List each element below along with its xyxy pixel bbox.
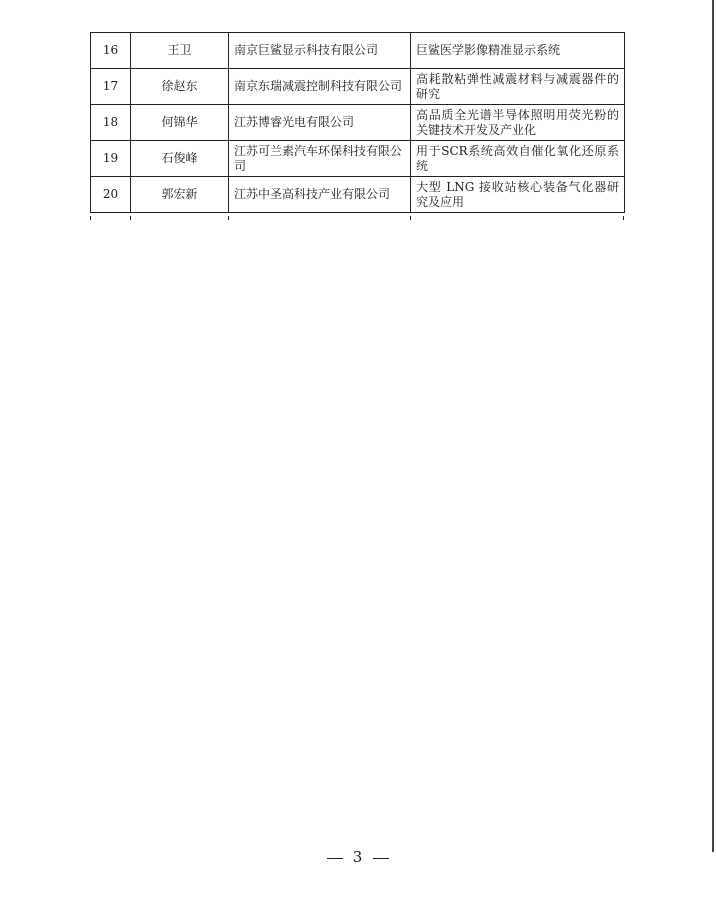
table-row	[91, 177, 625, 213]
table-row	[91, 33, 625, 69]
row-number: 20	[91, 177, 131, 213]
table-row	[91, 105, 625, 141]
person-name: 石俊峰	[131, 141, 229, 177]
table-border-trail	[90, 216, 91, 220]
award-table	[90, 32, 625, 213]
table-row	[91, 141, 625, 177]
person-name: 王卫	[131, 33, 229, 69]
person-name: 郭宏新	[131, 177, 229, 213]
person-name: 徐赵东	[131, 69, 229, 105]
company-name: 南京巨鲨显示科技有限公司	[229, 33, 411, 69]
person-name: 何锦华	[131, 105, 229, 141]
table-border-trail	[130, 216, 131, 220]
table-row	[91, 69, 625, 105]
page-number: 3	[352, 848, 364, 866]
row-number: 16	[91, 33, 131, 69]
project-title: 高耗散粘弹性减震材料与减震器件的研究	[411, 69, 625, 105]
project-title: 大型 LNG 接收站核心装备气化器研究及应用	[411, 177, 625, 213]
page-edge-line	[712, 0, 714, 852]
company-name: 江苏可兰素汽车环保科技有限公司	[229, 141, 411, 177]
page-footer	[0, 848, 716, 866]
table-border-trail	[623, 216, 624, 220]
row-number: 18	[91, 105, 131, 141]
row-number: 19	[91, 141, 131, 177]
company-name: 南京东瑞减震控制科技有限公司	[229, 69, 411, 105]
row-number: 17	[91, 69, 131, 105]
table-border-trail	[228, 216, 229, 220]
footer-dash-right	[373, 858, 389, 859]
company-name: 江苏博睿光电有限公司	[229, 105, 411, 141]
company-name: 江苏中圣高科技产业有限公司	[229, 177, 411, 213]
footer-dash-left	[327, 858, 343, 859]
project-title: 用于SCR系统高效自催化氧化还原系统	[411, 141, 625, 177]
table-border-trail	[410, 216, 411, 220]
project-title: 巨鲨医学影像精准显示系统	[411, 33, 625, 69]
project-title: 高品质全光谱半导体照明用荧光粉的关键技术开发及产业化	[411, 105, 625, 141]
